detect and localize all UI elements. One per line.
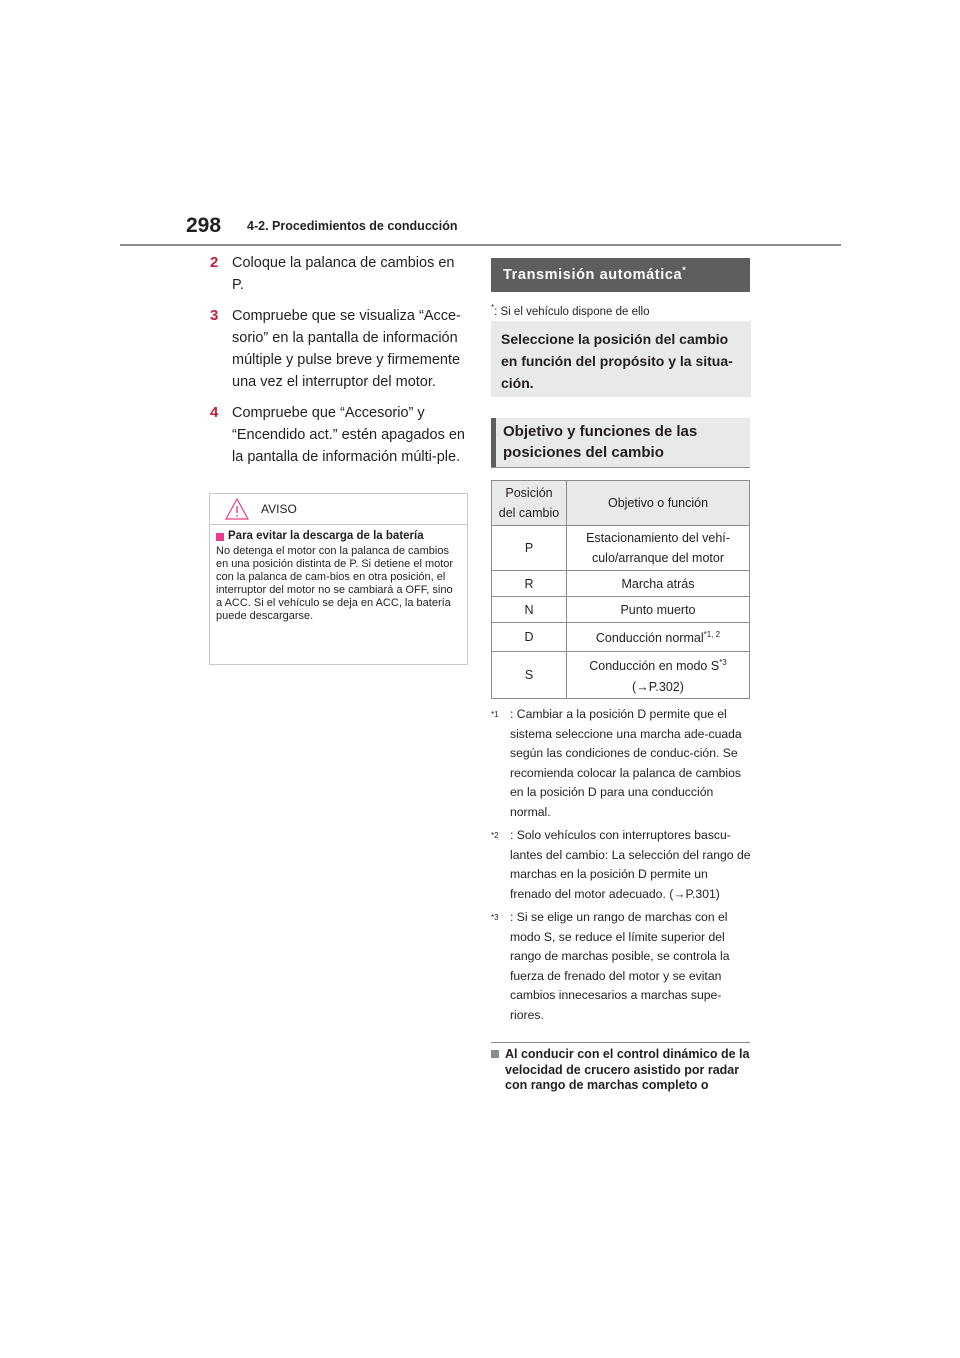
function-cell: Estacionamiento del vehí-culo/arranque del motor (567, 526, 750, 571)
warning-title-text: Para evitar la descarga de la batería (228, 530, 424, 542)
availability-text: : Si el vehículo dispone de ello (494, 305, 650, 318)
warning-box (209, 493, 468, 665)
function-cell: Punto muerto (567, 597, 750, 623)
step-item (210, 402, 470, 468)
topic-heading (491, 1047, 753, 1094)
position-cell: R (492, 571, 567, 597)
subsection-heading (491, 418, 750, 468)
warning-title (216, 530, 461, 542)
table-row (492, 623, 750, 652)
step-text: Coloque la palanca de cambios en P. (232, 255, 455, 293)
summary-box: Seleccione la posición del cambio en función del propósito y la situa-ción. (491, 321, 751, 397)
step-item (210, 305, 470, 393)
warning-triangle-icon (225, 498, 249, 520)
section-divider (491, 1042, 750, 1043)
position-cell: D (492, 623, 567, 652)
table-header-row (492, 481, 750, 526)
table-row (492, 597, 750, 623)
footnote-text: : Si se elige un rango de marchas con el modo S, se reduce el límite superior del rango de marchas posible, se controla la fuerza de frenado del motor y se evitan cambios innecesarios a marchas supe-riores. (510, 910, 730, 1022)
page-number: 298 (186, 214, 222, 237)
step-item (210, 252, 470, 296)
availability-mark: * (491, 303, 495, 312)
banner-footnote-mark: * (682, 265, 687, 276)
square-bullet-icon (491, 1050, 499, 1058)
step-text: Compruebe que “Accesorio” y “Encendido act.” estén apagados en la pantalla de información múlti-ple. (232, 405, 465, 465)
function-cell (567, 652, 750, 699)
step-text: Compruebe que se visualiza “Acce-sorio” en la pantalla de información múltiple y pulse breve y firmemente una vez el interruptor del motor. (232, 308, 461, 390)
warning-body: No detenga el motor con la palanca de cambios en una posición distinta de P. Si detiene el motor con la palanca de cam-bios en otra posición, el interruptor del motor no se cambiará a OFF, sino a ACC. Si el vehículo se deja en ACC, la batería puede descargarse. (216, 545, 454, 622)
table-header-cell: Objetivo o función (567, 481, 750, 526)
footnote-mark: *2 (491, 831, 499, 840)
function-text: Conducción normal (595, 631, 704, 646)
section-title: 4-2. Procedimientos de conducción (247, 219, 458, 233)
banner-title: Transmisión automática (503, 267, 683, 283)
subsection-heading-text: Objetivo y funciones de las posiciones del cambio (503, 423, 698, 461)
page-reference: (→P.302) (632, 679, 684, 694)
footnote-text: : Cambiar a la posición D permite que el sistema seleccione una marcha ade-cuada según las condiciones de conduc-ción. Se recomienda colocar la palanca de cambios en la posición D para una conducción normal. (510, 707, 742, 819)
square-bullet-icon (216, 533, 224, 541)
availability-note (491, 303, 649, 318)
shift-positions-table (491, 480, 750, 699)
topic-heading-text: Al conducir con el control dinámico de la velocidad de crucero asistido por radar con rango de marchas completo o (505, 1047, 750, 1092)
position-cell: S (492, 652, 567, 699)
footnote-mark: *3 (491, 913, 499, 922)
step-number: 3 (210, 307, 219, 324)
step-number: 4 (210, 404, 219, 421)
step-number: 2 (210, 254, 219, 271)
heading-accent-bar (491, 418, 496, 467)
footnote-item (491, 908, 751, 1025)
position-cell: N (492, 597, 567, 623)
footnote-mark: *1, 2 (703, 630, 721, 640)
footnote-text: : Solo vehículos con interruptores bascu-lantes del cambio: La selección del rango de marchas en la posición D permite un frenado del motor adecuado. (→P.301) (510, 828, 751, 901)
table-row (492, 652, 750, 699)
position-cell: P (492, 526, 567, 571)
function-text: Conducción en modo S (589, 659, 720, 674)
table-header-cell: Posición del cambio (492, 481, 567, 526)
footnotes (491, 705, 751, 1029)
procedure-steps (210, 252, 470, 477)
footnote-item (491, 826, 751, 904)
function-cell (567, 623, 750, 652)
footnote-mark: *1 (491, 710, 499, 719)
footnote-item (491, 705, 751, 822)
table-row (492, 571, 750, 597)
header-divider (120, 244, 841, 246)
warning-label: AVISO (261, 502, 297, 516)
warning-header (210, 494, 467, 525)
function-cell: Marcha atrás (567, 571, 750, 597)
section-banner (491, 258, 750, 292)
footnote-mark: *3 (719, 658, 727, 668)
table-row (492, 526, 750, 571)
